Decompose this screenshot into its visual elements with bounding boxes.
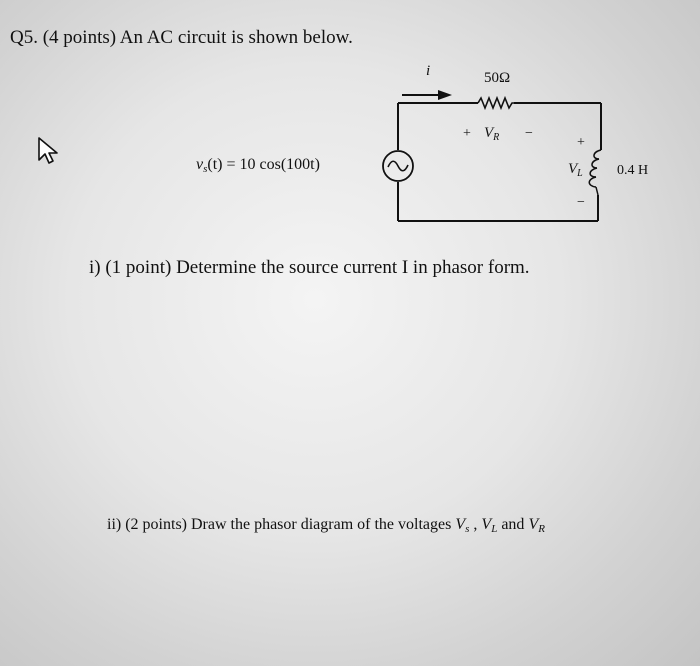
- question-title: Q5. (4 points) An AC circuit is shown below.: [10, 27, 353, 48]
- inductor-symbol: [589, 150, 601, 195]
- inductor-label: 0.4 H: [617, 163, 649, 178]
- current-label: i: [426, 63, 431, 79]
- source-expression: vs(t) = 10 cos(100t): [196, 156, 320, 175]
- part-i-text: i) (1 point) Determine the source current I in phasor form.: [89, 257, 530, 278]
- vr-label: $V_R$: [484, 125, 500, 143]
- resistor-symbol: [478, 98, 514, 108]
- vr-minus-sign: −: [525, 126, 533, 141]
- vl-minus-sign: −: [577, 195, 585, 210]
- ac-source-symbol: [383, 151, 413, 181]
- resistor-label: 50Ω: [484, 70, 511, 86]
- vl-plus-sign: +: [577, 135, 585, 150]
- current-arrow: [402, 90, 452, 100]
- part-ii-text: ii) (2 points) Draw the phasor diagram of the voltages $V_s$ , $V_L$ and $V_R$: [107, 516, 545, 535]
- vl-label: $V_L$: [568, 161, 583, 179]
- vr-plus-sign: +: [463, 126, 471, 141]
